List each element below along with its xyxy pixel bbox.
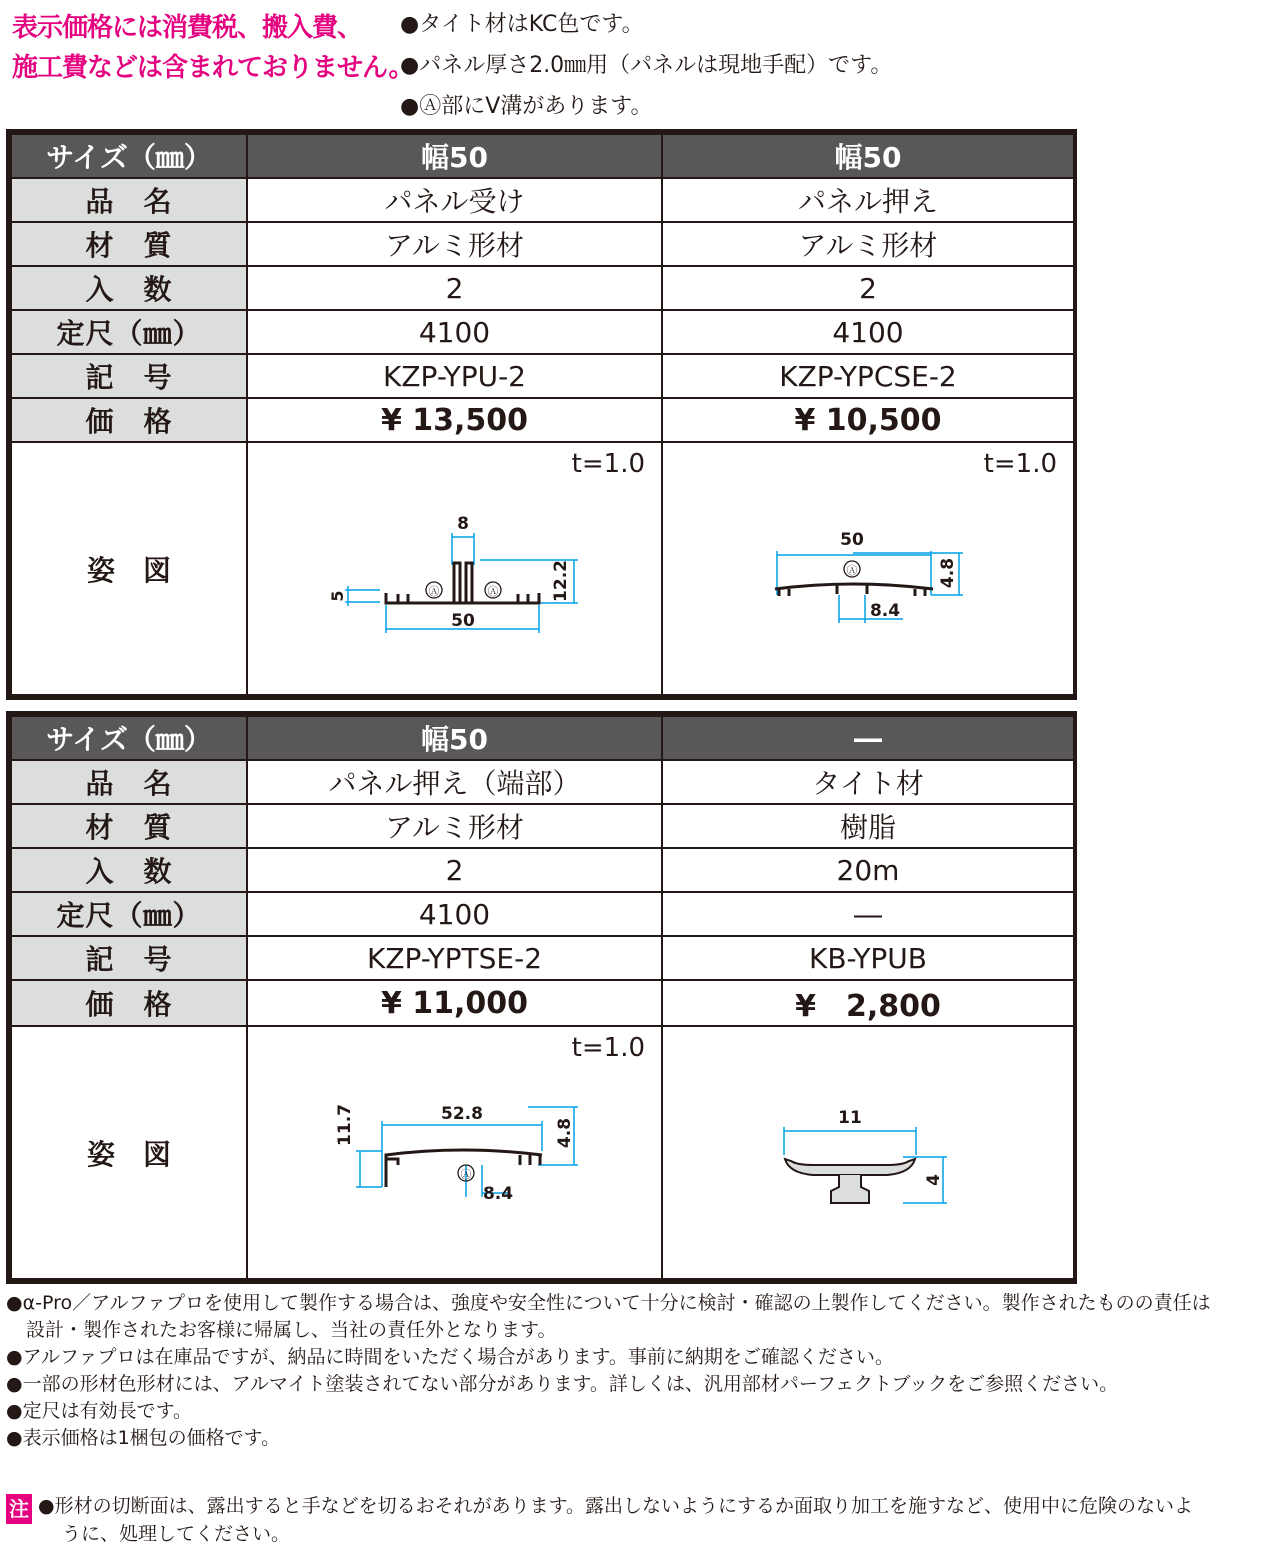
product-code: KZP-YPU-2 — [247, 354, 662, 398]
material-value: アルミ形材 — [247, 804, 662, 848]
pink-note-line-2: 施工費などは含まれておりません。 — [12, 53, 414, 83]
spec-table-2 — [6, 711, 1077, 1284]
dim-right: 4.8 — [555, 1117, 575, 1149]
v-groove-mark: Ⓐ — [846, 564, 858, 577]
qty-value: 20m — [662, 848, 1074, 892]
note-line: ●アルファプロは在庫品ですが、納品に時間をいただく場合があります。事前に納期をご確認ください。 — [6, 1346, 894, 1368]
note-line: ●表示価格は1梱包の価格です。 — [6, 1427, 281, 1449]
caution-line: うに、処理してください。 — [62, 1523, 291, 1545]
dim-width: 11 — [838, 1108, 862, 1128]
size-label: サイズ（㎜） — [11, 134, 247, 178]
figure-cell — [247, 442, 662, 695]
thickness-label: t=1.0 — [571, 1033, 645, 1063]
panel-press-profile-drawing — [663, 443, 1074, 694]
material-label: 材 質 — [11, 222, 247, 266]
dim-left: 11.7 — [335, 1104, 355, 1146]
product-code: KB-YPUB — [662, 936, 1074, 980]
v-groove-mark: Ⓐ — [428, 585, 440, 598]
dim-bottom: 8.4 — [482, 1184, 514, 1204]
name-label: 品 名 — [11, 178, 247, 222]
length-value: 4100 — [662, 310, 1074, 354]
note-line: ●α-Pro／アルファプロを使用して製作する場合は、強度や安全性について十分に検討・確認の上製作してください。製作されたものの責任は — [6, 1292, 1211, 1314]
product-name: パネル押え（端部） — [247, 760, 662, 804]
qty-label: 入 数 — [11, 848, 247, 892]
thickness-label: t=1.0 — [571, 449, 645, 479]
size-value: 幅50 — [662, 134, 1074, 178]
size-value: 幅50 — [247, 134, 662, 178]
dim-height: 12.2 — [551, 560, 571, 602]
pink-note-line-1: 表示価格には消費税、搬入費、 — [12, 13, 363, 43]
material-label: 材 質 — [11, 804, 247, 848]
length-value: 4100 — [247, 892, 662, 936]
figure-label: 姿 図 — [11, 1026, 247, 1279]
tight-material-profile-drawing — [663, 1027, 1074, 1278]
price-value: ¥ 13,500 — [247, 398, 662, 442]
product-code: KZP-YPCSE-2 — [662, 354, 1074, 398]
price-label: 価 格 — [11, 398, 247, 442]
dim-top: 8 — [457, 514, 469, 534]
dim-bottom: 8.4 — [869, 601, 901, 621]
code-label: 記 号 — [11, 936, 247, 980]
product-code: KZP-YPTSE-2 — [247, 936, 662, 980]
product-name: パネル押え — [662, 178, 1074, 222]
footer-notes — [6, 1290, 1281, 1452]
material-value: 樹脂 — [662, 804, 1074, 848]
caution-line: ●形材の切断面は、露出すると手などを切るおそれがあります。露出しないようにするか面取り加工を施すなど、使用中に危険のないよ — [38, 1495, 1194, 1517]
length-label: 定尺（㎜） — [11, 892, 247, 936]
name-label: 品 名 — [11, 760, 247, 804]
top-note-2: ●パネル厚さ2.0㎜用（パネルは現地手配）です。 — [400, 53, 893, 78]
figure-cell — [662, 1026, 1074, 1279]
qty-value: 2 — [662, 266, 1074, 310]
figure-label: 姿 図 — [11, 442, 247, 695]
dim-width: 50 — [451, 611, 475, 631]
size-value: 幅50 — [247, 716, 662, 760]
qty-value: 2 — [247, 848, 662, 892]
dim-height: 4 — [924, 1174, 944, 1186]
product-name: タイト材 — [662, 760, 1074, 804]
v-groove-mark: Ⓐ — [460, 1168, 472, 1181]
length-value: ― — [662, 892, 1074, 936]
note-line: ●一部の形材色形材には、アルマイト塗装されてない部分があります。詳しくは、汎用部材パーフェクトブックをご参照ください。 — [6, 1373, 1119, 1395]
qty-value: 2 — [247, 266, 662, 310]
length-value: 4100 — [247, 310, 662, 354]
caution-note — [38, 1492, 1278, 1548]
note-line: ●定尺は有効長です。 — [6, 1400, 193, 1422]
dim-height: 4.8 — [938, 557, 958, 589]
figure-cell — [247, 1026, 662, 1279]
size-value: ― — [662, 716, 1074, 760]
size-label: サイズ（㎜） — [11, 716, 247, 760]
dim-left: 5 — [328, 590, 347, 602]
v-groove-mark: Ⓐ — [487, 585, 499, 598]
price-label: 価 格 — [11, 980, 247, 1026]
dim-width: 52.8 — [441, 1104, 483, 1124]
dim-width: 50 — [840, 530, 864, 550]
panel-receiver-profile-drawing — [248, 443, 662, 694]
material-value: アルミ形材 — [247, 222, 662, 266]
length-label: 定尺（㎜） — [11, 310, 247, 354]
top-note-3: ●Ⓐ部にV溝があります。 — [400, 94, 653, 119]
panel-press-end-profile-drawing — [248, 1027, 662, 1278]
pink-price-note — [12, 8, 414, 88]
price-value: ¥ 2,800 — [662, 980, 1074, 1026]
top-note-1: ●タイト材はKC色です。 — [400, 12, 644, 37]
top-notes — [400, 4, 892, 127]
code-label: 記 号 — [11, 354, 247, 398]
material-value: アルミ形材 — [662, 222, 1074, 266]
figure-cell — [662, 442, 1074, 695]
note-line: 設計・製作されたお客様に帰属し、当社の責任外となります。 — [26, 1319, 557, 1341]
spec-table-1 — [6, 129, 1077, 700]
qty-label: 入 数 — [11, 266, 247, 310]
product-name: パネル受け — [247, 178, 662, 222]
thickness-label: t=1.0 — [983, 449, 1057, 479]
price-value: ¥ 11,000 — [247, 980, 662, 1026]
price-value: ¥ 10,500 — [662, 398, 1074, 442]
caution-mark: 注 — [6, 1494, 32, 1524]
